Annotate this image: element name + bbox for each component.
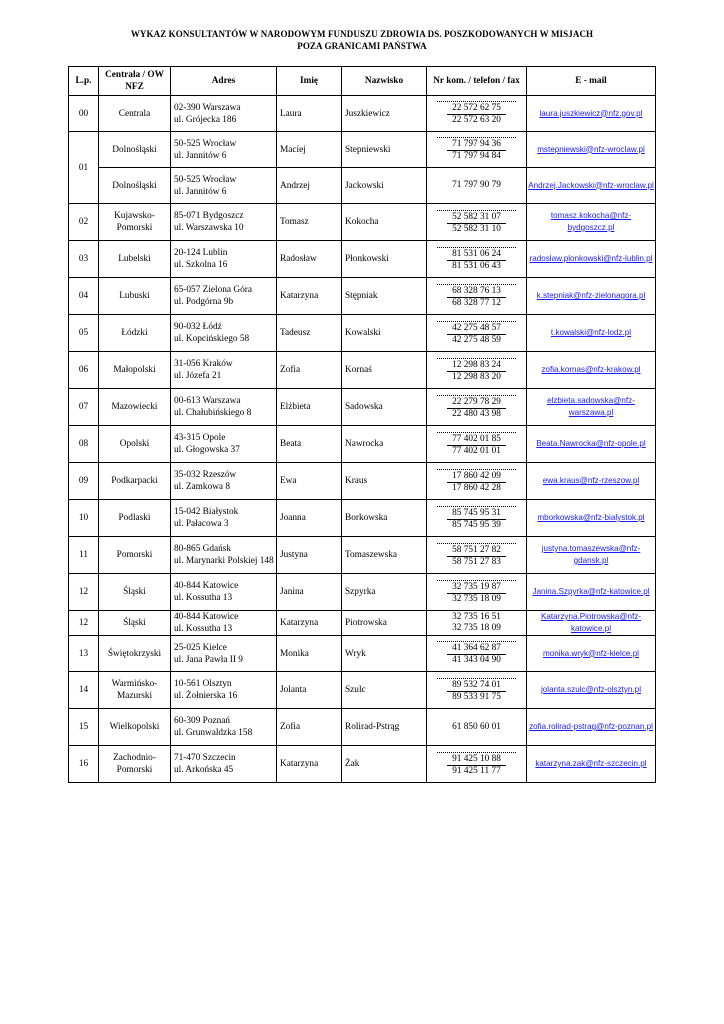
cell-imie: Janina [277,574,342,611]
cell-email [527,537,656,574]
cell-nazwisko: Rolirad-Pstrąg [342,709,427,746]
email-link[interactable]: Beata.Nawrocka@nfz-opole.pl [536,439,646,448]
address-line-2: ul. Podgórna 9b [174,297,234,307]
cell-adres [171,204,277,241]
title-line-2: POZA GRANICAMI PAŃSTWA [297,41,427,51]
address-line-1: 40-844 Katowice [174,612,239,622]
phone-secondary: 12 298 83 20 [452,371,501,382]
email-link[interactable]: zofia.kornas@nfz-krakow.pl [541,365,641,374]
cell-lp: 03 [69,241,99,278]
phone-primary: 71 797 94 36 [447,139,506,151]
phone-primary: 68 328 76 13 [447,286,506,298]
address-line-2: ul. Kossutha 13 [174,624,233,634]
cell-email [527,315,656,352]
cell-telefon [427,315,527,352]
cell-telefon [427,204,527,241]
address-line-2: ul. Jana Pawła II 9 [174,654,243,665]
address-line-1: 35-032 Rzeszów [174,470,237,480]
cell-imie: Katarzyna [277,611,342,636]
cell-imie: Katarzyna [277,278,342,315]
cell-lp: 01 [69,132,99,204]
table-row [69,537,656,574]
email-link[interactable]: t.kowalski@nfz-lodz.pl [550,328,632,337]
header-adres: Adres [171,67,277,96]
cell-centrala: Mazowiecki [99,389,171,426]
cell-centrala: Świętokrzyski [99,636,171,672]
table-row [69,500,656,537]
address-line-1: 60-309 Poznań [174,716,231,726]
cell-imie: Tomasz [277,204,342,241]
table-row [69,574,656,611]
address-line-1: 50-525 Wrocław [174,174,237,185]
cell-adres [171,278,277,315]
cell-nazwisko: Tomaszewska [342,537,427,574]
cell-centrala: Małopolski [99,352,171,389]
phone-primary: 77 402 01 85 [447,434,506,446]
address-line-1: 40-844 Katowice [174,581,239,591]
cell-adres [171,241,277,278]
address-line-1: 50-525 Wrocław [174,138,237,149]
phone-secondary: 77 402 01 01 [452,445,501,456]
cell-nazwisko: Kowalski [342,315,427,352]
address-line-2: ul. Głogowska 37 [174,445,240,455]
phone-secondary: 32 735 18 09 [452,623,501,633]
cell-telefon [427,537,527,574]
phone-primary: 85 745 95 31 [447,508,506,520]
header-lp: L.p. [69,67,99,96]
cell-lp: 11 [69,537,99,574]
cell-email [527,709,656,746]
phone-primary: 52 582 31 07 [447,212,506,224]
phone-secondary: 17 860 42 28 [452,482,501,493]
cell-lp: 06 [69,352,99,389]
table-row [69,241,656,278]
table-row [69,315,656,352]
address-line-1: 65-057 Zielona Góra [174,285,252,295]
cell-nazwisko: Stępniak [342,278,427,315]
cell-email [527,352,656,389]
cell-centrala: Zachodnio-Pomorski [99,746,171,783]
cell-imie: Andrzej [277,168,342,204]
phone-primary: 71 797 90 79 [452,180,501,190]
cell-email [527,96,656,132]
cell-lp: 08 [69,426,99,463]
cell-email [527,132,656,168]
phone-secondary: 22 572 63 20 [452,115,501,125]
header-email: E - mail [527,67,656,96]
table-row [69,168,656,204]
table-row [69,672,656,709]
cell-telefon [427,636,527,672]
cell-nazwisko: Sadowska [342,389,427,426]
address-line-2: ul. Marynarki Polskiej 148 [174,556,274,566]
phone-primary: 17 860 42 09 [447,471,506,483]
phone-secondary: 91 425 11 77 [452,765,501,776]
table-row [69,709,656,746]
cell-nazwisko: Płonkowski [342,241,427,278]
table-row [69,132,656,168]
cell-telefon [427,96,527,132]
email-link[interactable]: tomasz.kokocha@nfz-bydgoszcz.pl [550,211,632,232]
table-row [69,463,656,500]
cell-email [527,168,656,204]
address-line-2: ul. Kossutha 13 [174,593,233,603]
cell-telefon [427,672,527,709]
phone-secondary: 89 533 91 75 [452,691,501,702]
cell-centrala: Opolski [99,426,171,463]
cell-centrala: Lubelski [99,241,171,278]
table-row [69,426,656,463]
phone-primary: 89 532 74 01 [447,680,506,692]
cell-imie: Ewa [277,463,342,500]
cell-email [527,574,656,611]
cell-imie: Elżbieta [277,389,342,426]
phone-primary: 81 531 06 24 [447,249,506,261]
table-row [69,636,656,672]
cell-imie: Radosław [277,241,342,278]
cell-nazwisko: Juszkiewicz [342,96,427,132]
phone-secondary: 52 582 31 10 [452,223,501,234]
header-row [69,67,656,96]
cell-adres [171,389,277,426]
cell-adres [171,426,277,463]
address-line-1: 25-025 Kielce [174,642,227,653]
table-row [69,611,656,636]
address-line-2: ul. Grunwaldzka 158 [174,728,253,738]
phone-primary: 32 735 16 51 [452,612,501,622]
cell-adres [171,315,277,352]
cell-centrala: Pomorski [99,537,171,574]
email-link[interactable]: elzbieta.sadowska@nfz-warszawa.pl [547,396,635,417]
address-line-1: 10-561 Olsztyn [174,679,232,689]
cell-lp: 05 [69,315,99,352]
cell-email [527,204,656,241]
cell-adres [171,636,277,672]
cell-centrala: Centrala [99,96,171,132]
cell-nazwisko: Wryk [342,636,427,672]
cell-nazwisko: Piotrowska [342,611,427,636]
cell-lp: 00 [69,96,99,132]
phone-secondary: 58 751 27 83 [452,556,501,567]
address-line-2: ul. Warszawska 10 [174,223,244,233]
cell-telefon [427,709,527,746]
address-line-2: ul. Żołnierska 16 [174,691,238,701]
email-link[interactable]: zofia.rolirad-pstrag@nfz-poznan.pl [529,722,653,731]
phone-primary: 61 850 60 01 [452,721,501,732]
header-nazwisko: Nazwisko [342,67,427,96]
cell-email [527,426,656,463]
cell-nazwisko: Stepniewski [342,132,427,168]
address-line-2: ul. Grójecka 186 [174,114,237,125]
cell-telefon [427,463,527,500]
email-link[interactable]: Andrzej.Jackowski@nfz-wroclaw.pl [528,180,654,190]
cell-adres [171,611,277,636]
cell-telefon [427,611,527,636]
cell-imie: Zofia [277,352,342,389]
table-row [69,204,656,241]
cell-imie: Joanna [277,500,342,537]
cell-telefon [427,500,527,537]
cell-email [527,500,656,537]
email-link[interactable]: jolanta.szulc@nfz-olsztyn.pl [541,685,641,694]
cell-nazwisko: Szpyrka [342,574,427,611]
cell-adres [171,463,277,500]
email-link[interactable]: Katarzyna.Piotrowska@nfz-katowice.pl [541,612,641,633]
address-line-1: 02-390 Warszawa [174,102,241,113]
cell-imie: Katarzyna [277,746,342,783]
address-line-2: ul. Jannitów 6 [174,186,227,197]
address-line-2: ul. Kopcińskiego 58 [174,334,250,344]
cell-email [527,636,656,672]
address-line-1: 31-056 Kraków [174,359,233,369]
phone-secondary: 68 328 77 12 [452,297,501,308]
header-centrala: Centrala / OW NFZ [99,67,171,96]
phone-primary: 58 751 27 82 [447,545,506,557]
email-link[interactable]: monika.wryk@nfz-kielce.pl [543,648,639,658]
address-line-1: 85-071 Bydgoszcz [174,211,244,221]
cell-telefon [427,168,527,204]
cell-imie: Laura [277,96,342,132]
cell-centrala: Warmińsko-Mazurski [99,672,171,709]
consultants-table [68,66,656,783]
cell-adres [171,132,277,168]
title-line-1: WYKAZ KONSULTANTÓW W NARODOWYM FUNDUSZU ZDROWIA DS. POSZKODOWANYCH W MISJACH [130,29,594,39]
cell-lp: 07 [69,389,99,426]
cell-telefon [427,574,527,611]
email-link[interactable]: mborkowska@nfz-bialystok.pl [537,513,645,522]
cell-email [527,241,656,278]
cell-imie: Maciej [277,132,342,168]
phone-secondary: 85 745 95 39 [452,519,501,530]
cell-lp: 10 [69,500,99,537]
cell-lp: 16 [69,746,99,783]
cell-telefon [427,389,527,426]
phone-primary: 32 735 19 87 [447,582,506,594]
cell-telefon [427,352,527,389]
table-row [69,96,656,132]
email-link[interactable]: Janina.Szpyrka@nfz-katowice.pl [532,587,650,596]
address-line-1: 43-315 Opole [174,433,226,443]
cell-centrala: Podkarpacki [99,463,171,500]
cell-imie: Jolanta [277,672,342,709]
document-title [40,28,684,52]
table-row [69,278,656,315]
phone-secondary: 42 275 48 59 [452,334,501,345]
cell-adres [171,672,277,709]
cell-lp: 09 [69,463,99,500]
address-line-1: 80-865 Gdańsk [174,544,232,554]
table-row [69,746,656,783]
cell-nazwisko: Kornaś [342,352,427,389]
email-link[interactable]: k.stepniak@nfz-zielonagora.pl [536,291,646,300]
cell-email [527,672,656,709]
cell-imie: Monika [277,636,342,672]
email-link[interactable]: radoslaw.plonkowski@nfz-lublin.pl [529,254,653,263]
cell-telefon [427,241,527,278]
cell-telefon [427,426,527,463]
cell-email [527,278,656,315]
cell-imie: Justyna [277,537,342,574]
cell-adres [171,352,277,389]
cell-centrala: Lubuski [99,278,171,315]
address-line-1: 71-470 Szczecin [174,753,236,763]
phone-primary: 22 572 62 75 [447,103,506,115]
address-line-2: ul. Pałacowa 3 [174,519,229,529]
cell-nazwisko: Szulc [342,672,427,709]
phone-secondary: 81 531 06 43 [452,260,501,271]
cell-nazwisko: Kokocha [342,204,427,241]
cell-centrala: Śląski [99,611,171,636]
table-row [69,389,656,426]
phone-primary: 22 279 78 29 [447,397,506,409]
cell-nazwisko: Nawrocka [342,426,427,463]
phone-secondary: 22 480 43 98 [452,408,501,419]
phone-secondary: 41 343 04 90 [452,655,501,665]
cell-adres [171,537,277,574]
cell-lp: 15 [69,709,99,746]
cell-adres [171,574,277,611]
header-tel: Nr kom. / telefon / fax [427,67,527,96]
cell-lp: 02 [69,204,99,241]
address-line-2: ul. Józefa 21 [174,371,222,381]
cell-centrala: Śląski [99,574,171,611]
email-link[interactable]: ewa.kraus@nfz-rzeszow.pl [542,476,640,485]
cell-nazwisko: Żak [342,746,427,783]
cell-telefon [427,746,527,783]
cell-lp: 12 [69,574,99,611]
header-imie: Imię [277,67,342,96]
cell-adres [171,168,277,204]
email-link[interactable]: mstepniewski@nfz-wroclaw.pl [537,144,645,154]
cell-lp: 04 [69,278,99,315]
address-line-1: 20-124 Lublin [174,248,228,258]
address-line-1: 00-613 Warszawa [174,396,241,406]
address-line-2: ul. Zamkowa 8 [174,482,231,492]
cell-email [527,389,656,426]
cell-email [527,746,656,783]
cell-centrala: Kujawsko-Pomorski [99,204,171,241]
cell-adres [171,746,277,783]
phone-primary: 12 298 83 24 [447,360,506,372]
email-link[interactable]: katarzyna.zak@nfz-szczecin.pl [535,759,647,768]
cell-lp: 14 [69,672,99,709]
cell-lp: 12 [69,611,99,636]
cell-lp: 13 [69,636,99,672]
cell-adres [171,500,277,537]
cell-centrala: Dolnośląski [99,132,171,168]
cell-email [527,611,656,636]
cell-email [527,463,656,500]
cell-nazwisko: Jackowski [342,168,427,204]
cell-adres [171,709,277,746]
address-line-2: ul. Chałubińskiego 8 [174,408,252,418]
cell-centrala: Dolnośląski [99,168,171,204]
email-link[interactable]: justyna.tomaszewska@nfz-gdansk.pl [541,544,641,565]
cell-centrala: Łódzki [99,315,171,352]
cell-telefon [427,132,527,168]
cell-nazwisko: Borkowska [342,500,427,537]
cell-telefon [427,278,527,315]
cell-imie: Zofia [277,709,342,746]
cell-nazwisko: Kraus [342,463,427,500]
address-line-2: ul. Jannitów 6 [174,150,227,161]
address-line-2: ul. Arkońska 45 [174,765,234,775]
cell-imie: Tadeusz [277,315,342,352]
phone-primary: 41 364 62 87 [447,643,506,655]
table-row [69,352,656,389]
cell-centrala: Wielkopolski [99,709,171,746]
address-line-1: 15-042 Białystok [174,507,239,517]
address-line-2: ul. Szkolna 16 [174,260,228,270]
cell-imie: Beata [277,426,342,463]
address-line-1: 90-032 Łódź [174,322,222,332]
cell-centrala: Podlaski [99,500,171,537]
cell-adres [171,96,277,132]
phone-primary: 91 425 10 88 [447,754,506,766]
phone-secondary: 71 797 94 84 [452,151,501,161]
phone-primary: 42 275 48 57 [447,323,506,335]
email-link[interactable]: laura.juszkiewicz@nfz.gov.pl [539,108,643,118]
phone-secondary: 32 735 18 09 [452,593,501,604]
table-body [69,96,656,783]
